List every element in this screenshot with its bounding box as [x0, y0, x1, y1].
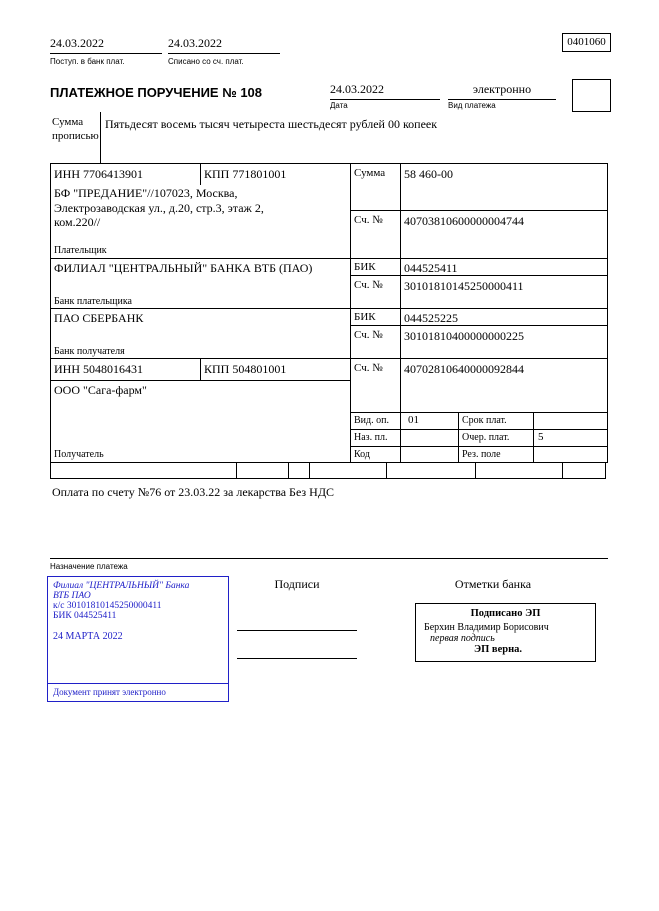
payer-bank-account: 30101810145250000411 — [404, 279, 524, 293]
document-title: ПЛАТЕЖНОЕ ПОРУЧЕНИЕ № 108 — [50, 85, 263, 100]
op-kind-value: 01 — [408, 414, 419, 426]
priority-label: Очер. плат. — [462, 432, 510, 443]
beneficiary-kpp: КПП 504801001 — [204, 362, 287, 376]
pay-term-label: Срок плат. — [462, 415, 507, 426]
electronic-signature-box — [415, 603, 596, 662]
amount-words-divider — [100, 112, 101, 163]
beneficiary-bank-bik: 044525225 — [404, 311, 458, 325]
purpose-underline — [50, 558, 608, 559]
beneficiary-account-label: Сч. № — [354, 362, 383, 374]
stamp-bik: БИК 044525411 — [53, 611, 117, 621]
esign-signer-name: Берхин Владимир Борисович — [424, 622, 549, 633]
table-line — [200, 163, 201, 185]
priority-value: 5 — [538, 431, 544, 443]
document-date: 24.03.2022 — [330, 82, 440, 100]
beneficiary-bank-account: 30101810400000000225 — [404, 329, 524, 343]
requisites-table — [50, 163, 608, 463]
bank-stamp — [47, 576, 229, 702]
beneficiary-inn: ИНН 5048016431 — [54, 362, 143, 376]
purpose-code-label: Наз. пл. — [354, 432, 388, 443]
table-line — [350, 210, 608, 211]
received-in-bank-date: 24.03.2022 — [50, 36, 162, 54]
esign-valid-note: ЭП верна. — [474, 644, 523, 655]
payer-name: БФ "ПРЕДАНИЕ"//107023, Москва, Электрозаводская ул., д.20, стр.3, этаж 2, ком.220// — [54, 186, 264, 229]
tax-fields-row — [50, 462, 606, 479]
debited-label: Списано со сч. плат. — [168, 57, 244, 66]
reserve-field-label: Рез. поле — [462, 449, 501, 460]
code-label: Код — [354, 449, 370, 460]
payment-kind-label: Вид платежа — [448, 101, 496, 110]
payer-bank-name: ФИЛИАЛ "ЦЕНТРАЛЬНЫЙ" БАНКА ВТБ (ПАО) — [54, 261, 313, 275]
table-line — [458, 412, 459, 462]
beneficiary-section-label: Получатель — [54, 449, 104, 460]
payer-bank-section-label: Банк плательщика — [54, 296, 132, 307]
esign-role: первая подпись — [430, 633, 495, 644]
signatures-label: Подписи — [274, 577, 320, 591]
tax-field-box — [386, 462, 476, 479]
document-date-label: Дата — [330, 101, 348, 110]
payer-account-label: Сч. № — [354, 214, 383, 226]
payment-purpose-label: Назначение платежа — [50, 562, 128, 571]
stamp-bank-name-1: Филиал "ЦЕНТРАЛЬНЫЙ" Банка — [53, 581, 190, 591]
table-line — [350, 325, 608, 326]
esign-title: Подписано ЭП — [470, 608, 541, 619]
tax-field-box — [50, 462, 237, 479]
status-box — [572, 79, 611, 112]
beneficiary-bank-account-label: Сч. № — [354, 329, 383, 341]
table-line — [50, 308, 608, 309]
stamp-footer-note: Документ принят электронно — [48, 683, 228, 701]
signature-line-2 — [237, 658, 357, 659]
table-line — [350, 412, 608, 413]
amount-words-label-2: прописью — [52, 130, 99, 142]
table-line — [400, 163, 401, 462]
payer-section-label: Плательщик — [54, 245, 107, 256]
table-line — [607, 163, 608, 462]
table-line — [350, 275, 608, 276]
table-line — [533, 412, 534, 462]
table-line — [350, 429, 608, 430]
table-line — [50, 163, 51, 462]
payer-bank-bik-label: БИК — [354, 261, 376, 273]
form-code-badge: 0401060 — [562, 33, 611, 52]
payment-purpose-text: Оплата по счету №76 от 23.03.22 за лекарства Без НДС — [52, 485, 335, 499]
table-line — [50, 163, 608, 164]
payer-bank-account-label: Сч. № — [354, 279, 383, 291]
bank-marks-label: Отметки банка — [454, 577, 532, 591]
payer-account: 40703810600000004744 — [404, 214, 524, 228]
sum-value: 58 460-00 — [404, 167, 453, 181]
stamp-corr-account: к/с 30101810145250000411 — [53, 601, 162, 611]
tax-field-box — [288, 462, 310, 479]
beneficiary-name: ООО "Сага-фарм" — [54, 383, 147, 397]
table-line — [350, 446, 608, 447]
tax-field-box — [309, 462, 387, 479]
payer-inn: ИНН 7706413901 — [54, 167, 143, 181]
tax-field-box — [236, 462, 289, 479]
stamp-bank-name-2: ВТБ ПАО — [53, 591, 91, 601]
amount-in-words: Пятьдесят восемь тысяч четыреста шестьдесят рублей 00 копеек — [105, 117, 438, 131]
beneficiary-bank-section-label: Банк получателя — [54, 346, 125, 357]
table-line — [200, 358, 201, 380]
payment-kind: электронно — [448, 82, 556, 100]
sum-label: Сумма — [354, 167, 386, 179]
payer-bank-bik: 044525411 — [404, 261, 458, 275]
received-in-bank-label: Поступ. в банк плат. — [50, 57, 125, 66]
beneficiary-bank-bik-label: БИК — [354, 311, 376, 323]
debited-date: 24.03.2022 — [168, 36, 280, 54]
op-kind-label: Вид. оп. — [354, 415, 389, 426]
tax-field-box — [562, 462, 606, 479]
amount-words-label-1: Сумма — [52, 116, 84, 128]
payer-kpp: КПП 771801001 — [204, 167, 287, 181]
table-line — [350, 163, 351, 462]
beneficiary-bank-name: ПАО СБЕРБАНК — [54, 311, 144, 325]
stamp-date: 24 МАРТА 2022 — [53, 631, 123, 642]
tax-field-box — [475, 462, 563, 479]
table-line — [50, 380, 350, 381]
beneficiary-account: 40702810640000092844 — [404, 362, 524, 376]
table-line — [50, 358, 608, 359]
table-line — [50, 258, 608, 259]
signature-line-1 — [237, 630, 357, 631]
